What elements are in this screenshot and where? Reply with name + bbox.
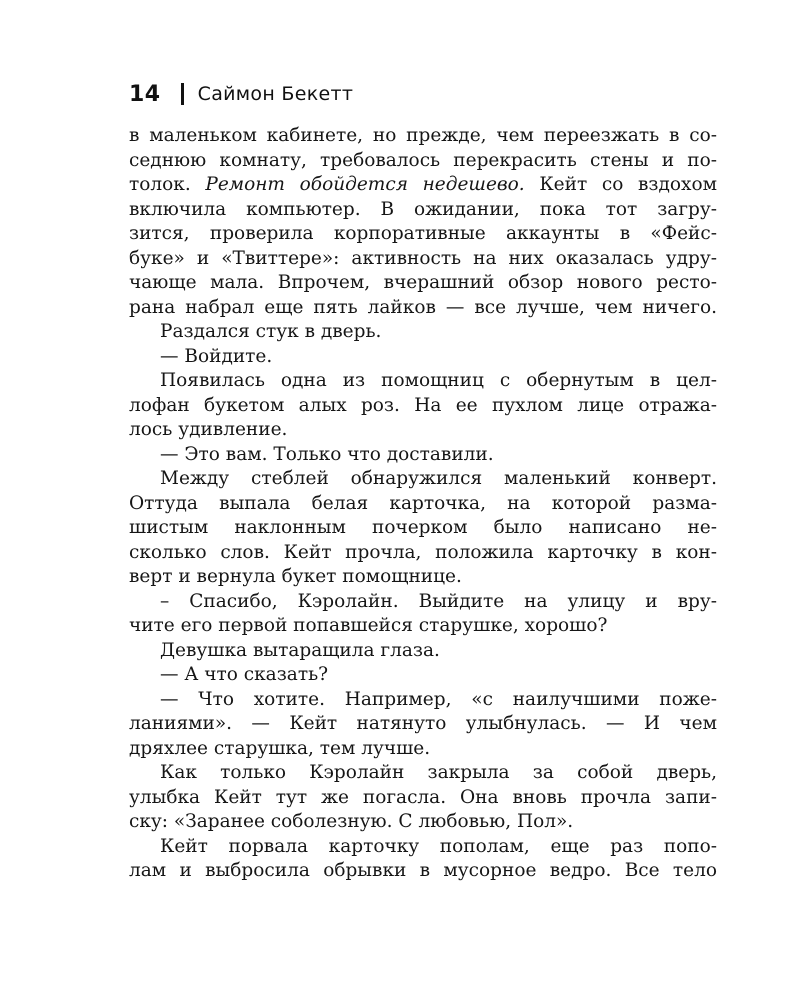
text-line	[129, 173, 717, 198]
text-line: чите его первой попавшейся старушке, хорошо?	[129, 615, 608, 636]
text-line: Появилась одна из помощниц с обернутым в цел-	[160, 370, 717, 391]
text-line: — Что хотите. Например, «с наилучшими поже-	[160, 688, 717, 710]
text-line: зится, проверила корпоративные аккаунты в «Фейс-	[129, 223, 717, 244]
text-run: толок.	[129, 174, 206, 195]
italic-phrase: Ремонт обойдется недешево.	[205, 174, 525, 195]
header-separator	[181, 83, 184, 105]
text-line: дряхлее старушка, тем лучше.	[129, 737, 431, 759]
text-line: сколько слов. Кейт прочла, положила карточку в кон-	[129, 541, 717, 563]
text-line: лам и выбросила обрывки в мусорное ведро. Все тело	[129, 860, 717, 881]
text-line: чающе мала. Впрочем, вчерашний обзор нового ресто-	[129, 272, 717, 293]
running-head	[129, 80, 353, 108]
text-line: лофан букетом алых роз. На ее пухлом лице отража-	[129, 394, 717, 416]
text-line: Раздался стук в дверь.	[160, 321, 382, 342]
text-line: лось удивление.	[129, 419, 288, 440]
text-line: — А что сказать?	[160, 664, 329, 685]
text-line: улыбка Кейт тут же погасла. Она вновь прочла запи-	[129, 786, 717, 808]
text-line: рана набрал еще пять лайков — все лучше, чем ничего.	[129, 296, 717, 318]
text-line: Оттуда выпала белая карточка, на которой разма-	[129, 492, 717, 514]
text-line: шистым наклонным почерком было написано не-	[129, 517, 717, 538]
text-line: верт и вернула букет помощнице.	[129, 566, 462, 587]
text-line: Девушка вытаращила глаза.	[160, 639, 440, 661]
text-line: седнюю комнату, требовалось перекрасить стены и по-	[129, 149, 717, 171]
author-name: Саймон Бекетт	[197, 83, 354, 105]
text-line: ланиями». — Кейт натянуто улыбнулась. — И чем	[129, 713, 717, 734]
text-line: Кейт порвала карточку пополам, еще раз попо-	[160, 835, 717, 857]
text-line: – Спасибо, Кэролайн. Выйдите на улицу и вру-	[160, 590, 717, 612]
page-number: 14	[129, 81, 161, 107]
text-line: в маленьком кабинете, но прежде, чем переезжать в со-	[129, 125, 717, 146]
text-run: Кейт со вздохом	[524, 174, 717, 195]
text-line: Как только Кэролайн закрыла за собой дверь,	[160, 762, 717, 783]
text-line: — Это вам. Только что доставили.	[160, 443, 494, 465]
text-line: Между стеблей обнаружился маленький конверт.	[160, 468, 717, 489]
body-text	[129, 124, 717, 884]
text-line: включила компьютер. В ожидании, пока тот загру-	[129, 198, 717, 220]
text-line: буке» и «Твиттере»: активность на них оказалась удру-	[129, 247, 717, 269]
text-line: ску: «Заранее соболезную. С любовью, Пол».	[129, 811, 574, 832]
text-line: — Войдите.	[160, 345, 273, 367]
